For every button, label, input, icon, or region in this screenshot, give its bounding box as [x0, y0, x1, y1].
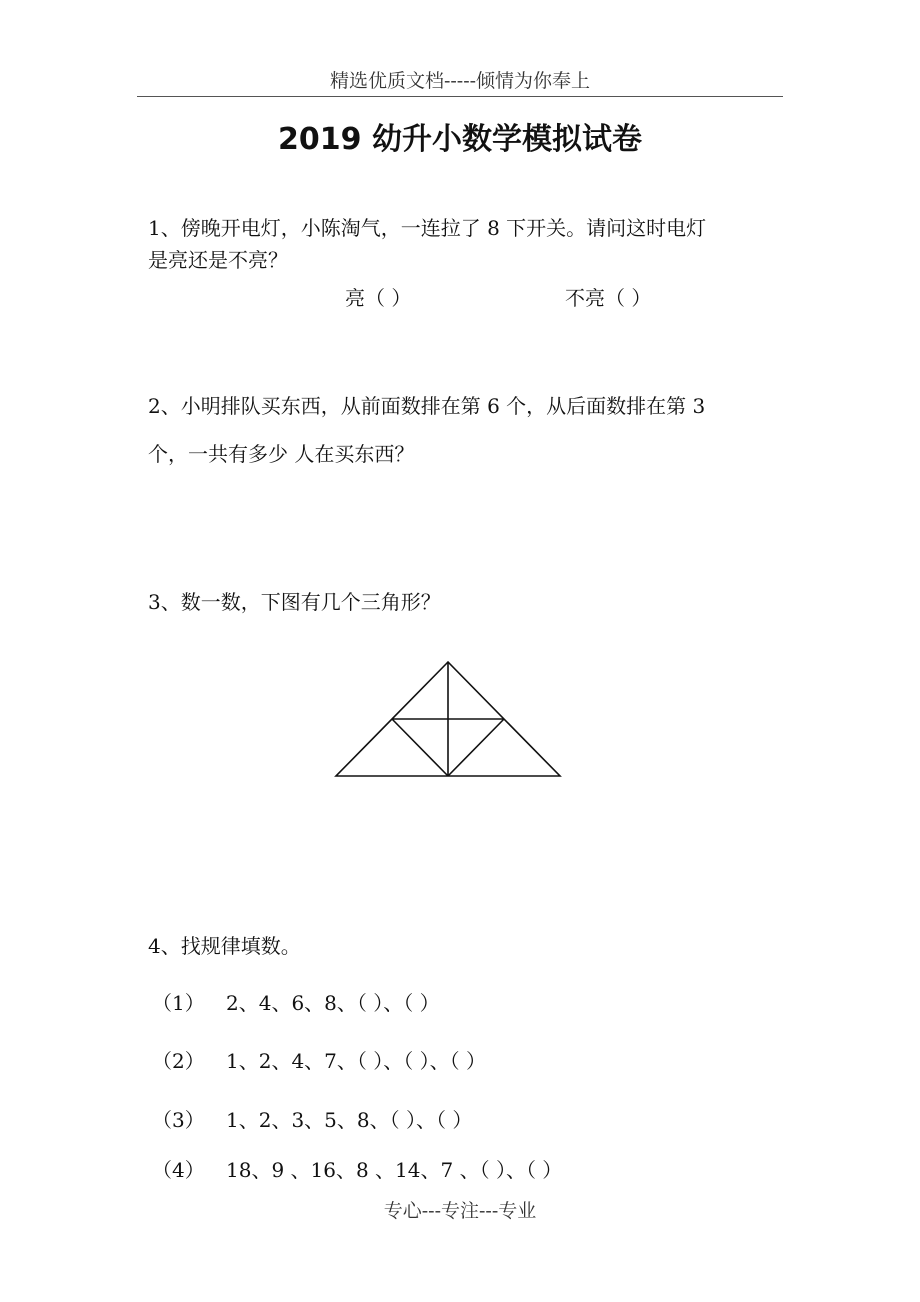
- question-3-text: 3、数一数，下图有几个三角形？: [148, 590, 441, 614]
- triangle-figure: [330, 656, 566, 780]
- question-1-line-1: 1、傍晚开电灯，小陈淘气，一连拉了 8 下开关。请问这时电灯: [148, 216, 707, 240]
- page-header: 精选优质文档-----倾情为你奉上: [329, 70, 591, 92]
- exam-title: 2019 幼升小数学模拟试卷: [278, 122, 642, 157]
- header-divider: [137, 96, 783, 97]
- sequence-1-number: （1）: [152, 991, 205, 1015]
- question-1-line-2: 是亮还是不亮？: [148, 248, 288, 272]
- sequence-4-number: （4）: [152, 1158, 205, 1182]
- option-on-bracket[interactable]: 亮（ ）: [345, 286, 412, 310]
- sequence-1-values[interactable]: 2、4、6、8、（ ）、（ ）: [226, 991, 440, 1015]
- page-footer: 专心---专注---专业: [383, 1200, 537, 1222]
- right-inner-diagonal: [448, 719, 504, 776]
- sequence-2-number: （2）: [152, 1049, 205, 1073]
- question-4-title: 4、找规律填数。: [148, 934, 301, 958]
- option-off-bracket[interactable]: 不亮（ ）: [565, 286, 652, 310]
- sequence-3-number: （3）: [152, 1108, 205, 1132]
- question-2-line-2: 个，一共有多少 人在买东西？: [148, 442, 415, 466]
- sequence-3-values[interactable]: 1、2、3、5、8、（ ）、（ ）: [226, 1108, 473, 1132]
- left-inner-diagonal: [392, 719, 448, 776]
- question-2-line-1: 2、小明排队买东西，从前面数排在第 6 个，从后面数排在第 3: [148, 394, 706, 418]
- sequence-4-values[interactable]: 18、9 、16、8 、14、7 、（ ）、（ ）: [226, 1158, 563, 1182]
- sequence-2-values[interactable]: 1、2、4、7、（ ）、（ ）、（ ）: [226, 1049, 486, 1073]
